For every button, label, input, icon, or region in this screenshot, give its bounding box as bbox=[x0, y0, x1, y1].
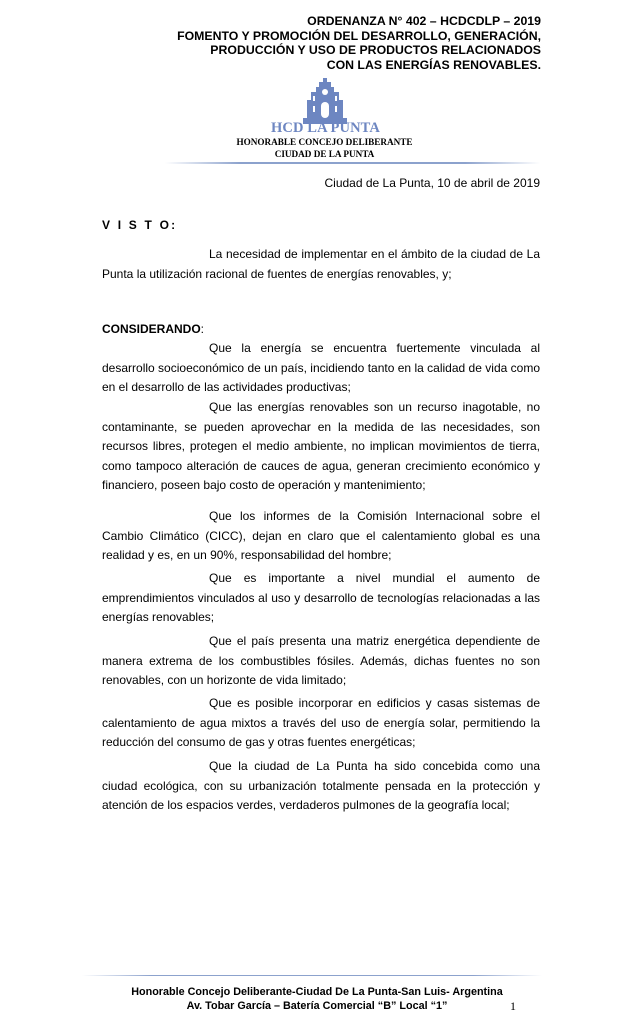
town-hall-logo-icon bbox=[303, 78, 347, 124]
page-number: 1 bbox=[510, 999, 516, 1013]
document-date: Ciudad de La Punta, 10 de abril de 2019 bbox=[324, 176, 540, 190]
considerando-paragraph: Que la ciudad de La Punta ha sido concebida como una ciudad ecológica, con su urbanización totalmente pensada en la protección y atención de los espacios verdes, verdaderos pulmones de la geografía local; bbox=[102, 759, 540, 812]
header-divider bbox=[165, 162, 540, 164]
considerando-paragraph: Que es importante a nivel mundial el aumento de emprendimientos vinculados al uso y desarrollo de tecnologías relacionadas a las energías renovables; bbox=[102, 571, 540, 624]
considerando-heading bbox=[102, 322, 204, 336]
considerando-heading-text: CONSIDERANDO bbox=[102, 322, 201, 336]
visto-paragraph: La necesidad de implementar en el ámbito de la ciudad de La Punta la utilización racional de fuentes de energías renovables, y; bbox=[102, 247, 540, 281]
considerando-paragraph: Que la energía se encuentra fuertemente vinculada al desarrollo socioeconómico de un país, incidiendo tanto en la calidad de vida como en el desarrollo de las actividades productivas; bbox=[102, 341, 540, 394]
logo-wordmark: HCD LA PUNTA bbox=[271, 120, 380, 136]
considerando-paragraph: Que los informes de la Comisión Internacional sobre el Cambio Climático (CICC), dejan en claro que el calentamiento global es una realidad y es, en un 90%, responsabilidad del hombre; bbox=[102, 509, 540, 562]
council-name-line-2: CIUDAD DE LA PUNTA bbox=[274, 148, 375, 159]
ordinance-header bbox=[121, 14, 541, 72]
council-name-line-1: HONORABLE CONCEJO DELIBERANTE bbox=[236, 137, 413, 147]
considerando-paragraph: Que el país presenta una matriz energética dependiente de manera extrema de los combustibles fósiles. Además, dichas fuentes no son renovables, con un horizonte de vida limitado; bbox=[102, 634, 540, 687]
footer-institution: Honorable Concejo Deliberante-Ciudad De La Punta-San Luis- Argentina bbox=[131, 986, 503, 998]
ordinance-title-line-1: FOMENTO Y PROMOCIÓN DEL DESARROLLO, GENERACIÓN, bbox=[177, 28, 541, 43]
considerando-paragraph: Que es posible incorporar en edificios y casas sistemas de calentamiento de agua mixtos a través del uso de energía solar, permitiendo la reducción del consumo de gas y otras fuentes energéticas; bbox=[102, 696, 540, 749]
council-name bbox=[222, 137, 427, 160]
ordinance-title-line-2: PRODUCCIÓN Y USO DE PRODUCTOS RELACIONADOS bbox=[210, 43, 541, 58]
considerando-paragraph: Que las energías renovables son un recurso inagotable, no contaminante, se pueden aprovechar en la medida de las necesidades, son recursos libres, protegen el medio ambiente, no implican movimientos de tierra, como tampoco alteración de cauces de agua, generan crecimiento económico y financiero, poseen bajo costo de operación y mantenimiento; bbox=[102, 400, 540, 492]
visto-heading: V I S T O: bbox=[102, 218, 178, 232]
ordinance-number: ORDENANZA N° 402 – HCDCDLP – 2019 bbox=[307, 14, 541, 28]
footer-divider bbox=[82, 975, 542, 976]
considerando-heading-colon: : bbox=[200, 322, 205, 336]
footer-address: Av. Tobar García – Batería Comercial “B” Local “1” bbox=[186, 1000, 448, 1012]
ordinance-title-line-3: CON LAS ENERGÍAS RENOVABLES. bbox=[326, 57, 541, 72]
